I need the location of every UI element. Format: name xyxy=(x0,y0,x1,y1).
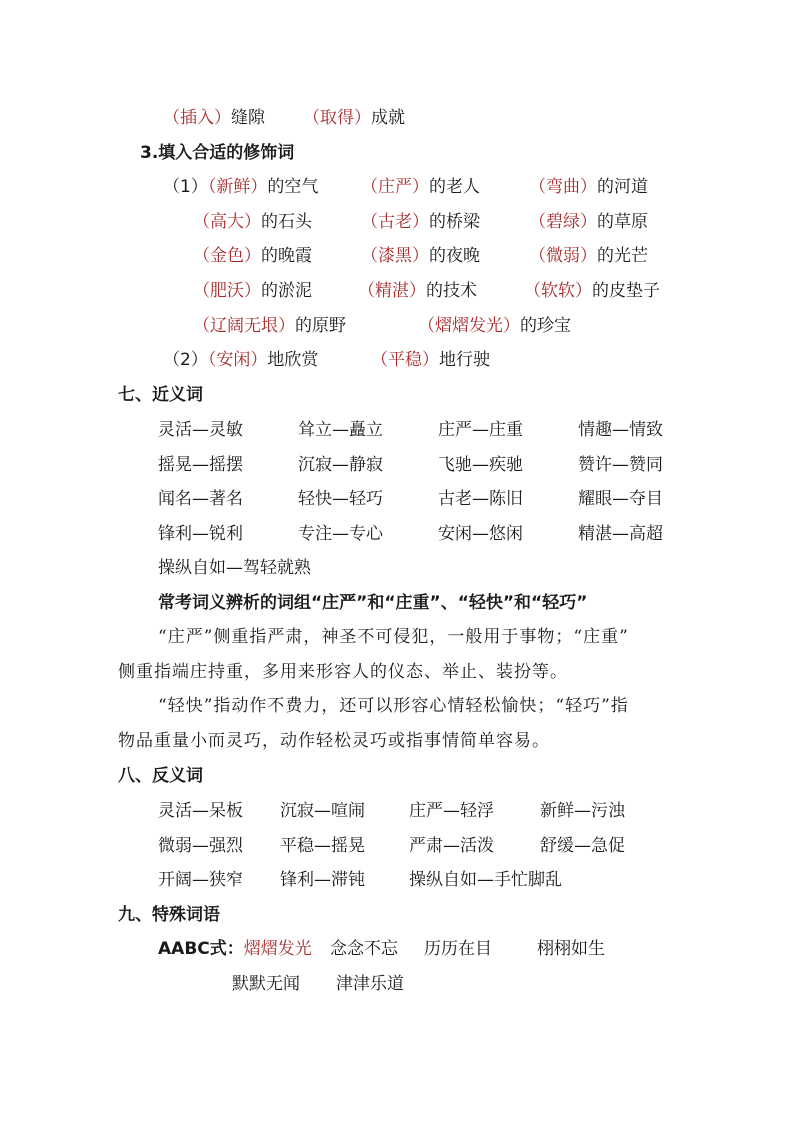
antonym-pair: 严肃—活泼 xyxy=(409,836,494,856)
discrimination-paragraph-2: “轻快”指动作不费力，还可以形容心情轻松愉快；“轻巧”指 xyxy=(158,696,629,716)
verb: 地行驶 xyxy=(439,350,490,370)
aabc-word: 默默无闻 xyxy=(232,974,300,994)
modifier-item: （漆黑）的夜晚 xyxy=(361,246,480,266)
noun: 的晚霞 xyxy=(261,246,312,266)
noun: 成就 xyxy=(371,108,405,128)
modifier-item: （熠熠发光）的珍宝 xyxy=(418,316,571,336)
synonym-pair: 专注—专心 xyxy=(298,524,383,544)
answer-word: 辽阔无垠 xyxy=(210,316,278,336)
modifier-item: （碧绿）的草原 xyxy=(529,212,648,232)
answer-word: 取得 xyxy=(320,108,354,128)
item-number: （2） xyxy=(163,350,208,370)
modifier-item: （精湛）的技术 xyxy=(358,281,477,301)
modifier-item: （平稳）地行驶 xyxy=(371,350,490,370)
section-8-title: 八、反义词 xyxy=(118,766,203,786)
answer-word: 平稳 xyxy=(388,350,422,370)
aabc-label: AABC式： xyxy=(158,939,244,959)
synonym-pair: 轻快—轻巧 xyxy=(298,489,383,509)
answer-word: 漆黑 xyxy=(378,246,412,266)
noun: 的光芒 xyxy=(597,246,648,266)
answer-word: 弯曲 xyxy=(546,177,580,197)
antonym-pair: 平稳—摇晃 xyxy=(280,836,365,856)
aabc-row xyxy=(158,937,312,961)
synonym-pair: 精湛—高超 xyxy=(578,524,663,544)
antonym-pair: 新鲜—污浊 xyxy=(540,801,625,821)
aabc-word: 历历在目 xyxy=(424,939,492,959)
fill-item xyxy=(303,106,405,130)
synonym-pair: 古老—陈旧 xyxy=(438,489,523,509)
answer-word: 古老 xyxy=(378,212,412,232)
modifier-item: （软软）的皮垫子 xyxy=(524,281,660,301)
item-number: （1） xyxy=(163,177,208,197)
answer-word: 微弱 xyxy=(546,246,580,266)
noun: 的珍宝 xyxy=(520,316,571,336)
modifier-item: （高大）的石头 xyxy=(193,212,312,232)
antonym-pair: 庄严—轻浮 xyxy=(409,801,494,821)
antonym-pair: 微弱—强烈 xyxy=(158,836,243,856)
answer-word: 金色 xyxy=(210,246,244,266)
aabc-highlight: 熠熠发光 xyxy=(243,939,312,959)
discrimination-paragraph-1-cont: 侧重指端庄持重，多用来形容人的仪态、举止、装扮等。 xyxy=(118,662,568,682)
answer-word: 碧绿 xyxy=(546,212,580,232)
answer-word: 熠熠发光 xyxy=(435,316,503,336)
answer-word: 插入 xyxy=(180,108,214,128)
synonym-pair: 闻名—著名 xyxy=(158,489,243,509)
antonym-pair: 操纵自如—手忙脚乱 xyxy=(409,870,562,890)
synonym-pair: 赞许—赞同 xyxy=(578,455,663,475)
noun: 的夜晚 xyxy=(429,246,480,266)
fill-item xyxy=(163,106,265,130)
answer-word: 肥沃 xyxy=(210,281,244,301)
noun: 的皮垫子 xyxy=(592,281,660,301)
modifier-item: （金色）的晚霞 xyxy=(193,246,312,266)
synonym-pair: 操纵自如—驾轻就熟 xyxy=(158,558,311,578)
synonym-pair: 灵活—灵敏 xyxy=(158,420,243,440)
noun: 的河道 xyxy=(597,177,648,197)
answer-word: 软软 xyxy=(541,281,575,301)
answer-word: 高大 xyxy=(210,212,244,232)
modifier-item: （古老）的桥梁 xyxy=(361,212,480,232)
paren-open: （ xyxy=(303,108,320,128)
section-9-title: 九、特殊词语 xyxy=(118,905,220,925)
modifier-row: （1）（新鲜）的空气 xyxy=(163,177,319,197)
discrimination-title: 常考词义辨析的词组“庄严”和“庄重”、“轻快”和“轻巧” xyxy=(158,593,588,613)
aabc-word: 栩栩如生 xyxy=(537,939,605,959)
discrimination-paragraph-1: “庄严”侧重指严肃，神圣不可侵犯，一般用于事物；“庄重” xyxy=(158,627,629,647)
noun: 的石头 xyxy=(261,212,312,232)
paren-close: ） xyxy=(214,108,231,128)
answer-word: 安闲 xyxy=(216,350,251,370)
synonym-pair: 庄严—庄重 xyxy=(438,420,523,440)
noun: 的技术 xyxy=(426,281,477,301)
answer-word: 新鲜 xyxy=(216,177,251,197)
noun: 的老人 xyxy=(429,177,480,197)
noun: 的草原 xyxy=(597,212,648,232)
noun: 的桥梁 xyxy=(429,212,480,232)
aabc-word: 津津乐道 xyxy=(336,974,404,994)
synonym-pair: 锋利—锐利 xyxy=(158,524,243,544)
modifier-item: （庄严）的老人 xyxy=(361,177,480,197)
section-7-title: 七、近义词 xyxy=(118,385,203,405)
modifier-row: （2）（安闲）地欣赏 xyxy=(163,350,319,370)
modifier-item: （辽阔无垠）的原野 xyxy=(193,316,346,336)
synonym-pair: 情趣—情致 xyxy=(578,420,663,440)
section-3-title: 3.填入合适的修饰词 xyxy=(140,143,295,163)
noun: 缝隙 xyxy=(231,108,265,128)
synonym-pair: 飞驰—疾驰 xyxy=(438,455,523,475)
modifier-item: （肥沃）的淤泥 xyxy=(193,281,312,301)
synonym-pair: 沉寂—静寂 xyxy=(298,455,383,475)
paren-open: （ xyxy=(163,108,180,128)
modifier-item: （弯曲）的河道 xyxy=(529,177,648,197)
verb: 地欣赏 xyxy=(267,350,319,370)
paren-close: ） xyxy=(354,108,371,128)
synonym-pair: 耸立—矗立 xyxy=(298,420,383,440)
discrimination-paragraph-2-cont: 物品重量小而灵巧，动作轻松灵巧或指事情简单容易。 xyxy=(118,731,550,751)
aabc-word: 念念不忘 xyxy=(330,939,398,959)
antonym-pair: 锋利—滞钝 xyxy=(280,870,365,890)
answer-word: 精湛 xyxy=(375,281,409,301)
antonym-pair: 舒缓—急促 xyxy=(540,836,625,856)
modifier-item: （微弱）的光芒 xyxy=(529,246,648,266)
antonym-pair: 沉寂—喧闹 xyxy=(280,801,365,821)
antonym-pair: 灵活—呆板 xyxy=(158,801,243,821)
answer-word: 庄严 xyxy=(378,177,412,197)
antonym-pair: 开阔—狭窄 xyxy=(158,870,243,890)
noun: 的空气 xyxy=(267,177,319,197)
noun: 的原野 xyxy=(295,316,346,336)
synonym-pair: 摇晃—摇摆 xyxy=(158,455,243,475)
synonym-pair: 安闲—悠闲 xyxy=(438,524,523,544)
synonym-pair: 耀眼—夺目 xyxy=(578,489,663,509)
noun: 的淤泥 xyxy=(261,281,312,301)
